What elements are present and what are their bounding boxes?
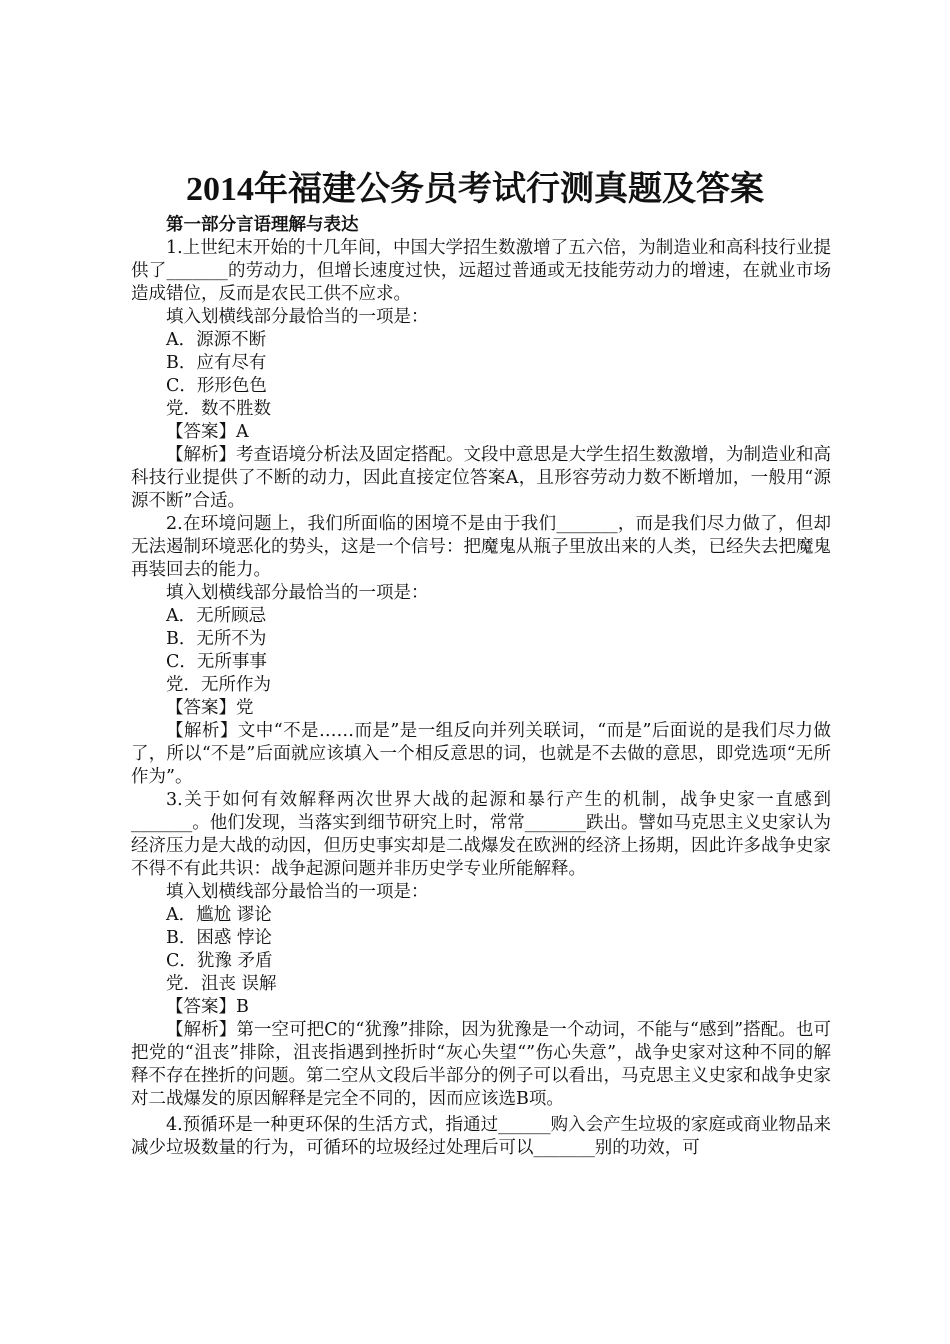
question-2-analysis: 【解析】文中“不是……而是”是一组反向并列关联词，“而是”后面说的是我们尽力做了，所以“不是”后面就应该填入一个相反意思的词，也就是不去做的意思，即党选项“无所作为”。	[131, 721, 831, 787]
question-3-stem: 3.关于如何有效解释两次世界大战的起源和暴行产生的机制，战争史家一直感到_______。他们发现，当落实到细节研究上时，常常_______跌出。譬如马克思主义史家认为经济压力是大战的动因，但历史事实却是二战爆发在欧洲的经济上扬期，因此许多战争史家不得不有此共识：战争起源问题并非历史学专业所能解释。	[131, 790, 831, 879]
question-1-prompt: 填入划横线部分最恰当的一项是：	[166, 307, 429, 327]
question-3-prompt: 填入划横线部分最恰当的一项是：	[166, 882, 429, 902]
question-1-answer: 【答案】A	[166, 422, 249, 442]
question-1-option-c: C．形形色色	[166, 376, 267, 396]
document-title: 2014年福建公务员考试行测真题及答案	[186, 171, 764, 208]
question-3-answer: 【答案】B	[166, 997, 249, 1017]
question-1-option-b: B．应有尽有	[166, 353, 267, 373]
question-2-option-b: B．无所不为	[166, 629, 267, 649]
question-2-prompt: 填入划横线部分最恰当的一项是：	[166, 583, 429, 603]
question-2-answer: 【答案】党	[166, 698, 254, 718]
section-heading: 第一部分言语理解与表达	[166, 215, 359, 235]
question-3-option-d: 党．沮丧 误解	[166, 974, 277, 994]
question-1-analysis: 【解析】考查语境分析法及固定搭配。文段中意思是大学生招生数激增，为制造业和高科技行业提供了不断的动力，因此直接定位答案A，且形容劳动力数不断增加，一般用“源源不断”合适。	[131, 445, 831, 511]
question-1-stem: 1.上世纪末开始的十几年间，中国大学招生数激增了五六倍，为制造业和高科技行业提供了_______的劳动力，但增长速度过快，远超过普通或无技能劳动力的增速，在就业市场造成错位，反而是农民工供不应求。	[131, 238, 831, 304]
question-2-option-d: 党．无所作为	[166, 675, 271, 695]
question-1-option-a: A．源源不断	[166, 330, 267, 350]
question-2-option-a: A．无所顾忌	[166, 606, 267, 626]
question-1-option-d: 党．数不胜数	[166, 399, 271, 419]
question-2-stem: 2.在环境问题上，我们所面临的困境不是由于我们_______，而是我们尽力做了，但却无法遏制环境恶化的势头，这是一个信号：把魔鬼从瓶子里放出来的人类，已经失去把魔鬼再装回去的能力。	[131, 514, 831, 580]
question-3-option-a: A．尴尬 谬论	[166, 905, 272, 925]
question-4-stem: 4.预循环是一种更环保的生活方式，指通过______购入会产生垃圾的家庭或商业物品来减少垃圾数量的行为，可循环的垃圾经过处理后可以_______别的功效，可	[131, 1115, 831, 1158]
question-2-option-c: C．无所事事	[166, 652, 267, 672]
question-3-option-b: B．困惑 悖论	[166, 928, 272, 948]
question-3-option-c: C．犹豫 矛盾	[166, 951, 273, 971]
document-body	[131, 214, 831, 1160]
question-3-analysis: 【解析】第一空可把C的“犹豫”排除，因为犹豫是一个动词，不能与“感到”搭配。也可把党的“沮丧”排除，沮丧指遇到挫折时“灰心失望“”伤心失意”，战争史家对这种不同的解释不存在挫折的问题。第二空从文段后半部分的例子可以看出，马克思主义史家和战争史家对二战爆发的原因解释是完全不同的，因而应该选B项。	[131, 1020, 831, 1109]
